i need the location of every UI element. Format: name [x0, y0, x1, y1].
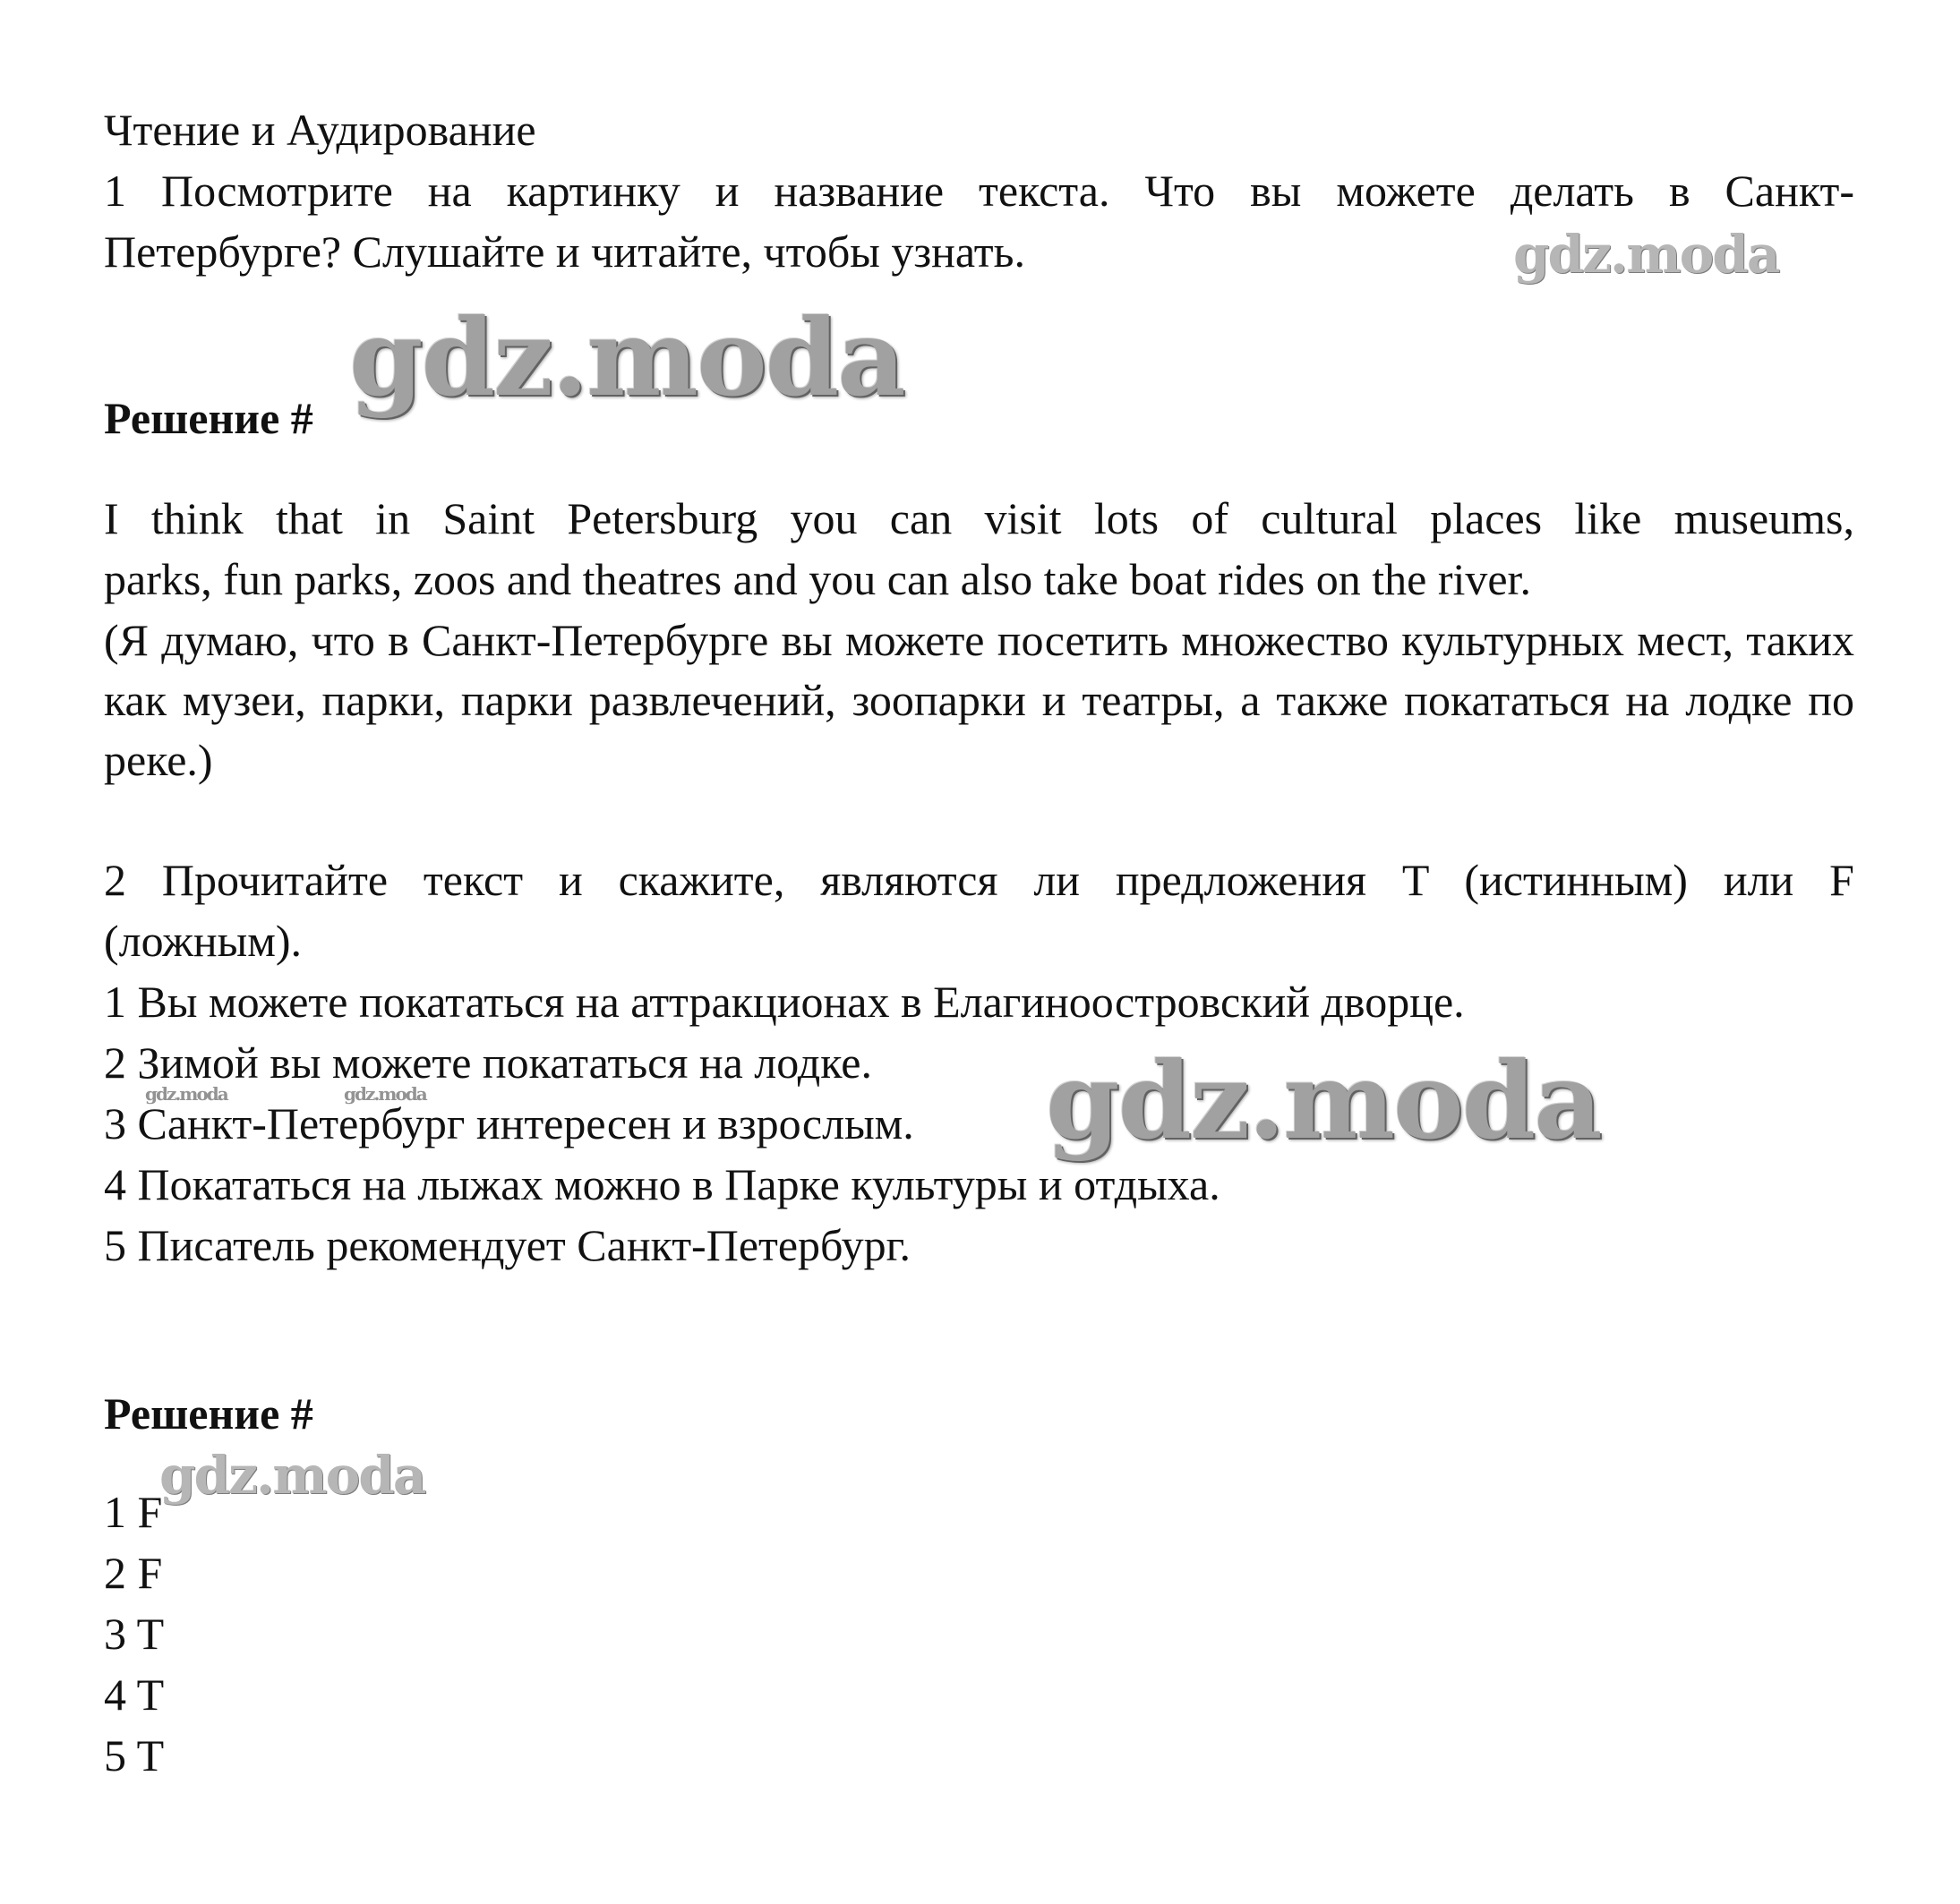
task2-line2: (ложным).: [104, 916, 303, 966]
watermark-logo: gdz.moda: [349, 295, 904, 420]
statement-item: 1 Вы можете покататься на аттракционах в Елагиноостровский дворце.: [104, 977, 1465, 1027]
statement-item: 5 Писатель рекомендует Санкт-Петербург.: [104, 1220, 911, 1270]
watermark-logo: gdz.moda: [145, 1083, 227, 1105]
task2-line1: 2 Прочитайте текст и скажите, являются ли предложения T (истинным) или F: [104, 855, 1854, 905]
watermark-logo: gdz.moda: [159, 1445, 425, 1506]
answer-item: 5 T: [104, 1730, 165, 1780]
task1-line1: 1 Посмотрите на картинку и название текста. Что вы можете делать в Санкт-: [104, 166, 1854, 216]
solution1-heading: Решение #: [104, 393, 313, 443]
answer-item: 2 F: [104, 1548, 163, 1598]
solution1-english-line1: I think that in Saint Petersburg you can visit lots of cultural places like museums,: [104, 493, 1854, 543]
answer-item: 4 T: [104, 1669, 165, 1720]
statement-item: 2 Зимой вы можете покататься на лодке.: [104, 1037, 872, 1088]
watermark-logo: gdz.moda: [1513, 224, 1779, 285]
answer-item: 3 T: [104, 1609, 165, 1659]
solution2-heading: Решение #: [104, 1388, 313, 1439]
answer-item: 1 F: [104, 1487, 163, 1537]
statement-item: 3 Санкт-Петербург интересен и взрослым.: [104, 1098, 914, 1148]
solution1-translation: (Я думаю, что в Санкт-Петербурге вы можете посетить множество культурных мест, таких как музеи, парки, парки развлечений, зоопарки и театры, а также покататься на лодке по реке.): [104, 615, 1854, 785]
statement-item: 4 Покататься на лыжах можно в Парке культуры и отдыха.: [104, 1159, 1220, 1209]
watermark-logo: gdz.moda: [1046, 1038, 1601, 1163]
task1-line2: Петербурге? Слушайте и читайте, чтобы узнать.: [104, 226, 1025, 277]
solution1-english-line2: parks, fun parks, zoos and theatres and you can also take boat rides on the river.: [104, 554, 1531, 604]
watermark-logo: gdz.moda: [344, 1083, 426, 1105]
section-title: Чтение и Аудирование: [104, 105, 536, 155]
